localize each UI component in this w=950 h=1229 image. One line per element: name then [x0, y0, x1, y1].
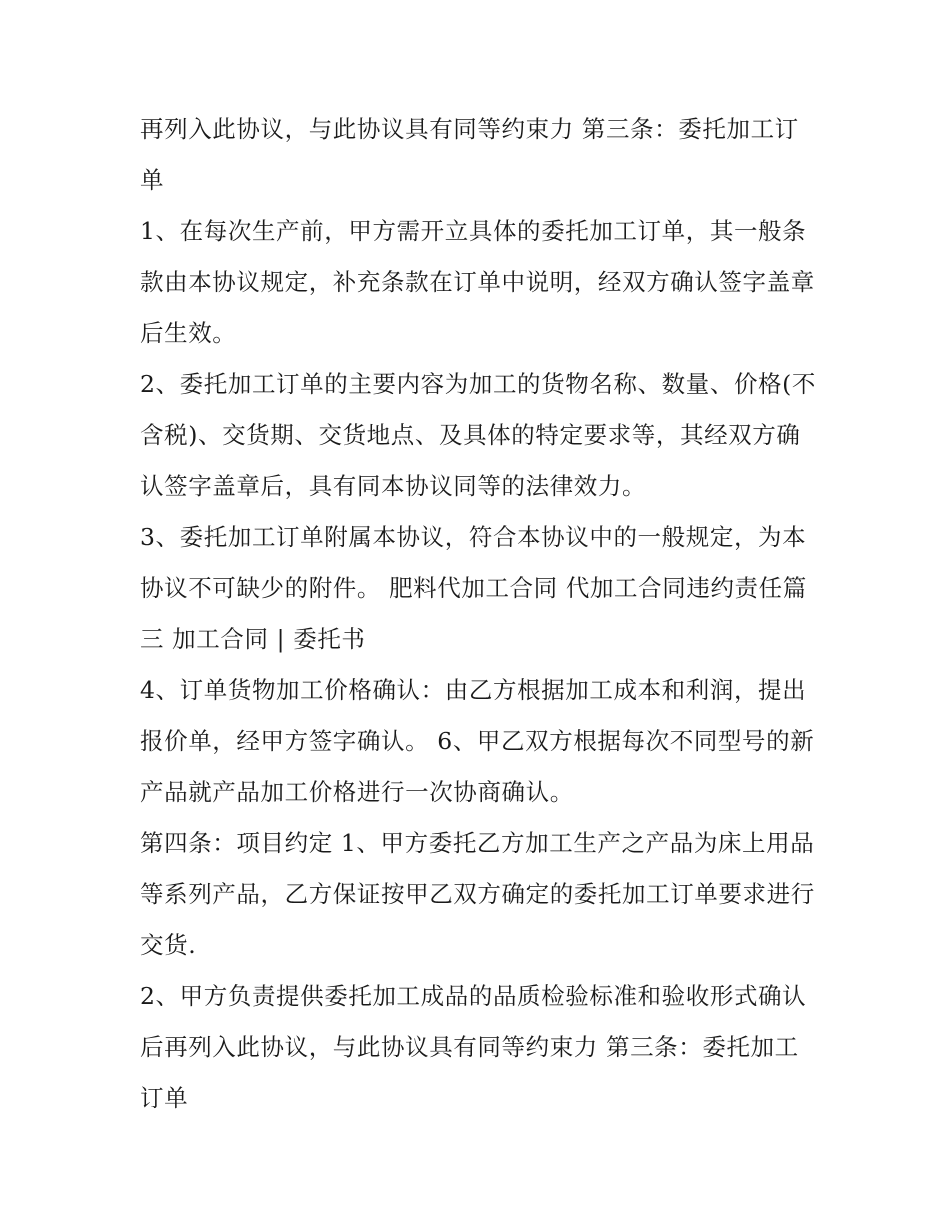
paragraph-continuation: 再列入此协议，与此协议具有同等约束力 第三条：委托加工订单 — [140, 115, 799, 194]
document-body — [140, 104, 820, 1124]
paragraph-clause-3: 3、委托加工订单附属本协议，符合本协议中的一般规定，为本协议不可缺少的附件。 肥料代加工合同 代加工合同违约责任篇三 加工合同 | 委托书 — [140, 523, 807, 653]
paragraph-clause-2: 2、委托加工订单的主要内容为加工的货物名称、数量、价格(不含税)、交货期、交货地点、及具体的特定要求等，其经双方确认签字盖章后，具有同本协议同等的法律效力。 — [140, 370, 817, 500]
paragraph-article-4-clause-2: 2、甲方负责提供委托加工成品的品质检验标准和验收形式确认后再列入此协议，与此协议具有同等约束力 第三条：委托加工订单 — [140, 982, 807, 1112]
paragraph-clause-1: 1、在每次生产前，甲方需开立具体的委托加工订单，其一般条款由本协议规定，补充条款在订单中说明，经双方确认签字盖章后生效。 — [140, 217, 815, 347]
paragraph-article-4: 第四条：项目约定 1、甲方委托乙方加工生产之产品为床上用品等系列产品，乙方保证按甲乙双方确定的委托加工订单要求进行交货. — [140, 829, 815, 959]
paragraph-clause-4: 4、订单货物加工价格确认：由乙方根据加工成本和利润，提出报价单，经甲方签字确认。 6、甲乙双方根据每次不同型号的新产品就产品加工价格进行一次协商确认。 — [140, 676, 815, 806]
